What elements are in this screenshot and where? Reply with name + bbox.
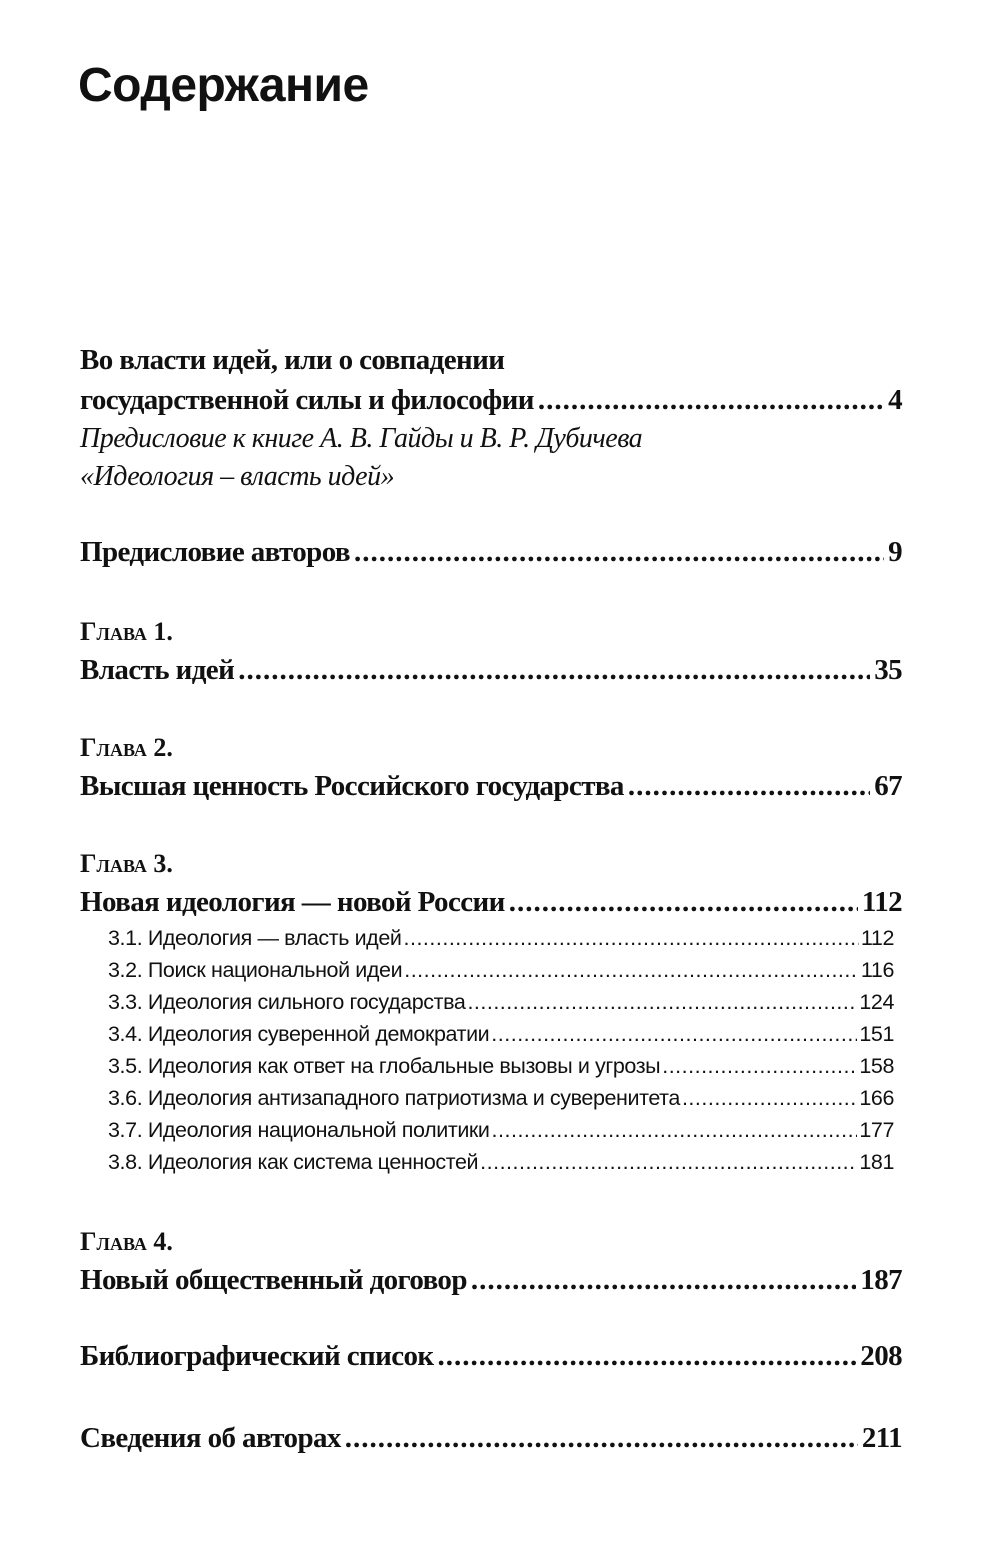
page-number: 112 bbox=[860, 926, 894, 950]
page-number: 35 bbox=[874, 654, 902, 686]
entry-row bbox=[80, 532, 902, 572]
toc-subentry[interactable] bbox=[108, 1018, 894, 1050]
page-number: 166 bbox=[859, 1086, 894, 1110]
page-number: 124 bbox=[859, 990, 894, 1014]
chapter-label: Глава 1. bbox=[80, 617, 173, 646]
entry-row bbox=[80, 766, 902, 806]
page-title: Содержание bbox=[78, 59, 369, 112]
dot-leader bbox=[404, 922, 859, 954]
entry-title: Высшая ценность Российского государства bbox=[80, 770, 624, 802]
dot-leader bbox=[480, 1146, 857, 1178]
entry-title: Библиографический список bbox=[80, 1340, 434, 1372]
entry-row bbox=[80, 1418, 902, 1458]
chapter-3-sections bbox=[108, 922, 894, 1178]
toc-entry-chapter-3[interactable] bbox=[80, 846, 902, 922]
dot-leader bbox=[354, 532, 884, 572]
subentry-title: 3.5. Идеология как ответ на глобальные вызовы и угрозы bbox=[108, 1054, 661, 1078]
entry-note-line2: «Идеология – власть идей» bbox=[80, 461, 395, 492]
toc-subentry[interactable] bbox=[108, 1082, 894, 1114]
entry-note-line1: Предисловие к книге А. В. Гайды и В. Р. Дубичева bbox=[80, 423, 643, 454]
dot-leader bbox=[345, 1418, 858, 1458]
entry-title: Предисловие авторов bbox=[80, 536, 350, 568]
toc-subentry[interactable] bbox=[108, 986, 894, 1018]
subentry-title: 3.7. Идеология национальной политики bbox=[108, 1118, 490, 1142]
dot-leader bbox=[438, 1336, 857, 1376]
chapter-label: Глава 2. bbox=[80, 733, 173, 762]
page-number: 112 bbox=[861, 886, 902, 918]
toc-entry-bibliography[interactable] bbox=[80, 1336, 902, 1376]
subentry-title: 3.3. Идеология сильного государства bbox=[108, 990, 466, 1014]
dot-leader bbox=[404, 954, 859, 986]
chapter-label: Глава 4. bbox=[80, 1227, 173, 1256]
toc-entry-chapter-4[interactable] bbox=[80, 1224, 902, 1300]
toc-subentry[interactable] bbox=[108, 954, 894, 986]
toc-entry-chapter-2[interactable] bbox=[80, 730, 902, 806]
toc-entry-about-authors[interactable] bbox=[80, 1418, 902, 1458]
entry-row bbox=[80, 650, 902, 690]
entry-row bbox=[80, 380, 902, 420]
page-number: 187 bbox=[860, 1264, 902, 1296]
dot-leader bbox=[467, 986, 857, 1018]
entry-title-line2: государственной силы и философии bbox=[80, 384, 534, 416]
dot-leader bbox=[238, 650, 870, 690]
dot-leader bbox=[471, 1260, 856, 1300]
page-number: 211 bbox=[861, 1422, 902, 1454]
dot-leader bbox=[509, 882, 858, 922]
dot-leader bbox=[662, 1050, 857, 1082]
subentry-title: 3.6. Идеология антизападного патриотизма и суверенитета bbox=[108, 1086, 680, 1110]
toc-subentry[interactable] bbox=[108, 922, 894, 954]
toc-subentry[interactable] bbox=[108, 1050, 894, 1082]
entry-row bbox=[80, 1260, 902, 1300]
dot-leader bbox=[492, 1114, 858, 1146]
toc-subentry[interactable] bbox=[108, 1114, 894, 1146]
entry-title-line1: Во власти идей, или о совпадении bbox=[80, 344, 505, 376]
entry-row bbox=[80, 1336, 902, 1376]
dot-leader bbox=[538, 380, 884, 420]
page-number: 67 bbox=[874, 770, 902, 802]
subentry-title: 3.1. Идеология — власть идей bbox=[108, 926, 402, 950]
toc-entry-chapter-1[interactable] bbox=[80, 614, 902, 690]
subentry-title: 3.4. Идеология суверенной демократии bbox=[108, 1022, 490, 1046]
toc-subentry[interactable] bbox=[108, 1146, 894, 1178]
toc-entry-foreword[interactable] bbox=[80, 340, 902, 496]
page-number: 9 bbox=[888, 536, 902, 568]
dot-leader bbox=[491, 1018, 857, 1050]
subentry-title: 3.8. Идеология как система ценностей bbox=[108, 1150, 479, 1174]
page-number: 181 bbox=[859, 1150, 894, 1174]
dot-leader bbox=[628, 766, 870, 806]
page-number: 177 bbox=[859, 1118, 894, 1142]
page-number: 4 bbox=[888, 384, 902, 416]
dot-leader bbox=[682, 1082, 857, 1114]
page-number: 151 bbox=[859, 1022, 894, 1046]
page-number: 158 bbox=[859, 1054, 894, 1078]
page-number: 208 bbox=[860, 1340, 902, 1372]
page-number: 116 bbox=[860, 958, 894, 982]
entry-title: Новый общественный договор bbox=[80, 1264, 467, 1296]
toc-entry-authors-preface[interactable] bbox=[80, 532, 902, 572]
entry-title: Сведения об авторах bbox=[80, 1422, 341, 1454]
entry-row bbox=[80, 882, 902, 922]
entry-title: Власть идей bbox=[80, 654, 235, 686]
chapter-label: Глава 3. bbox=[80, 849, 173, 878]
entry-title: Новая идеология — новой России bbox=[80, 886, 505, 918]
subentry-title: 3.2. Поиск национальной идеи bbox=[108, 958, 403, 982]
